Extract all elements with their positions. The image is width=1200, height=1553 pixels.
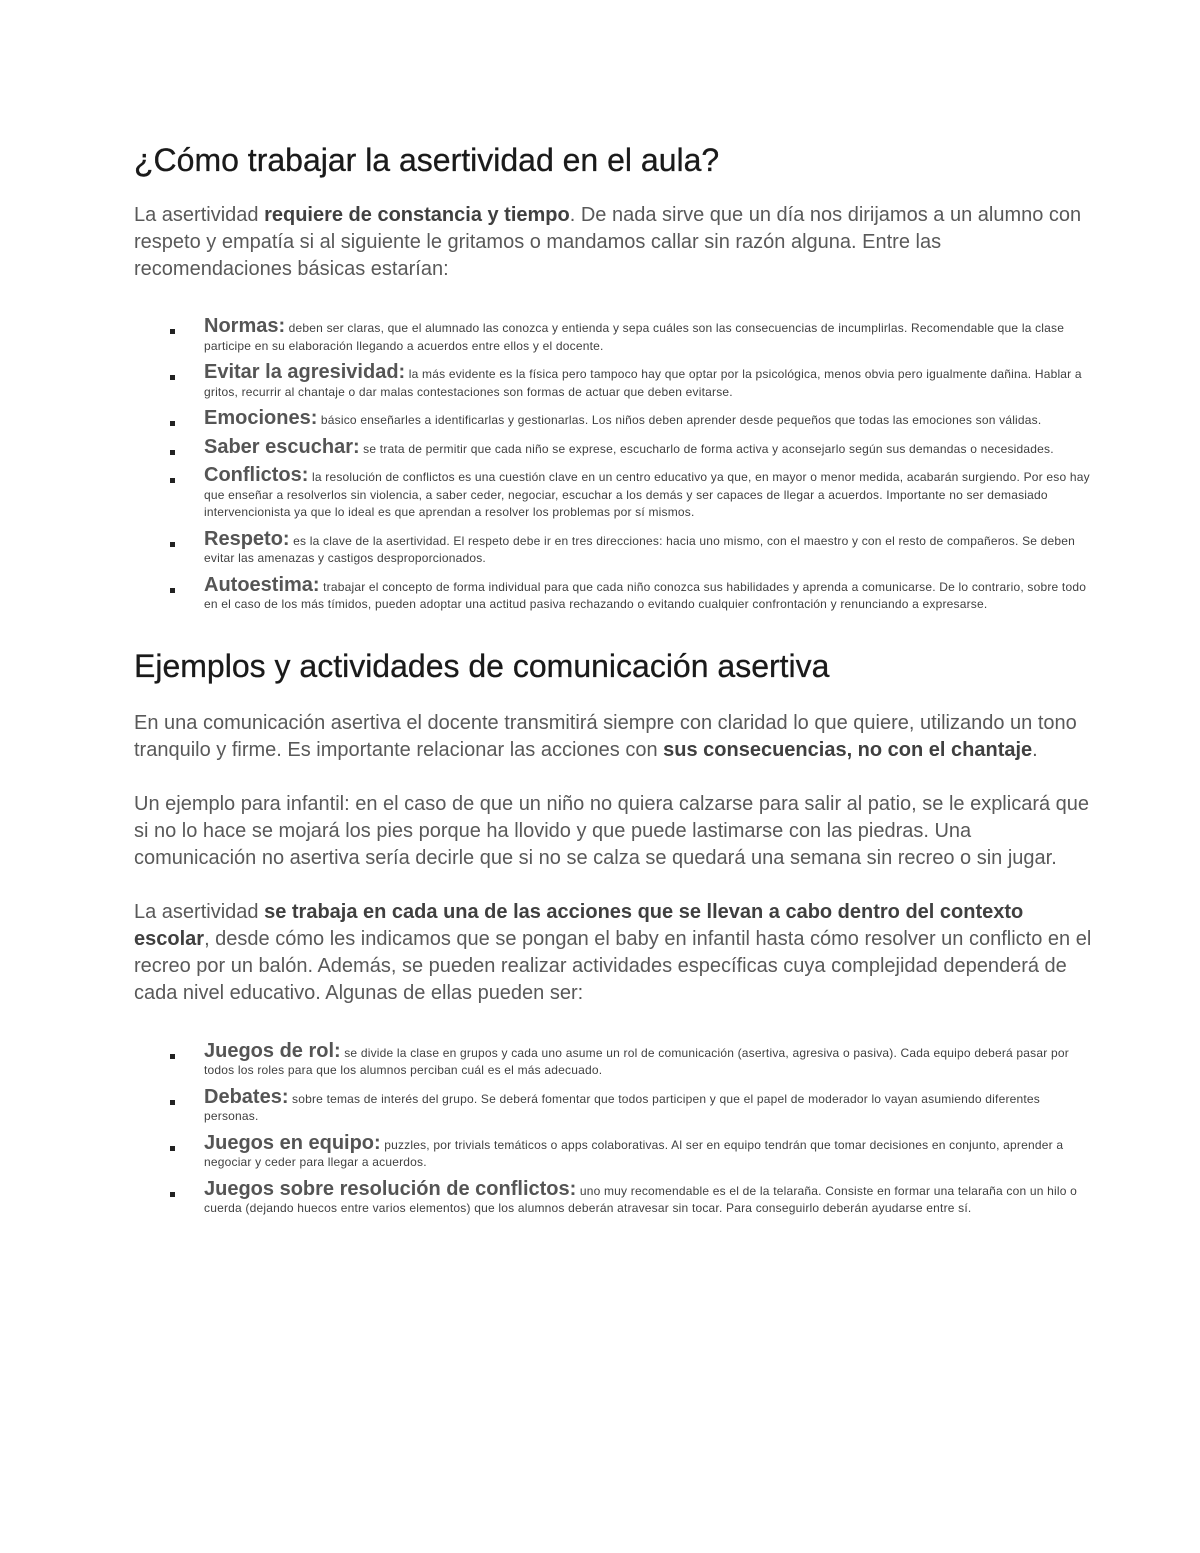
list-item: [134, 1085, 1094, 1126]
square-bullet-icon: [170, 1192, 175, 1197]
list-item-term: Saber escuchar:: [204, 435, 360, 458]
intro-bold-1: requiere de constancia y tiempo: [264, 204, 570, 226]
paragraph-infant-example: Un ejemplo para infantil: en el caso de que un niño no quiera calzarse para salir al patio, se le explicará que si no lo hace se mojará los pies porque ha llovido y que puede lastimarse con las piedras. Una comunicación no asertiva sería decirle que si no se calza se quedará una semana sin recreo o sin jugar.: [134, 792, 1090, 869]
square-bullet-icon: [170, 329, 175, 334]
paragraph-text-1: En una comunicación asertiva el docente transmitirá siempre con claridad lo que quiere, utilizando un tono tranquilo y firme. Es importante relacionar las acciones con: [134, 711, 1077, 761]
list-item: [134, 1177, 1094, 1218]
list-item-desc: la resolución de conflictos es una cuestión clave en un centro educativo ya que, en mayor o menor medida, acabarán surgiendo. Por eso hay que enseñar a resolverlos sin violencia, a saber ceder, negociar, escuchar a los demás y ser capaces de llegar a acuerdos. Importante no ser demasiado intervencionista ya que lo ideal es que aprendan a resolver los problemas por sí mismos.: [204, 470, 1090, 519]
list-item: [134, 464, 1094, 522]
square-bullet-icon: [170, 1100, 175, 1105]
list-item-desc: uno muy recomendable es el de la telaraña. Consiste en formar una telaraña con un hilo o cuerda (dejando huecos entre varios elementos) que los alumnos deberán atravesar sin tocar. Para conseguirlo deberán ayudarse entre sí.: [204, 1183, 1078, 1215]
paragraph-text-2: .: [1032, 738, 1038, 761]
square-bullet-icon: [170, 542, 175, 547]
list-item-desc: puzzles, por trivials temáticos o apps colaborativas. Al ser en equipo tendrán que tomar decisiones en conjunto, aprender a negociar y ceder para llegar a acuerdos.: [204, 1137, 1064, 1169]
list-item: [134, 527, 1094, 568]
intro-paragraph: [134, 202, 1094, 283]
list-item-term: Juegos en equipo:: [204, 1131, 381, 1154]
square-bullet-icon: [170, 375, 175, 380]
square-bullet-icon: [170, 478, 175, 483]
paragraph-text-1: La asertividad: [134, 900, 265, 923]
list-item-term: Evitar la agresividad:: [204, 361, 406, 383]
list-item-desc: la más evidente es la física pero tampoco hay que optar por la psicológica, menos obvia pero igualmente dañina. Hablar a gritos, recurrir al chantaje o dar malas contestaciones son formas de actuar que deben evitarse.: [204, 367, 1082, 399]
list-item-term: Debates:: [204, 1085, 289, 1108]
paragraph-bold-1: sus consecuencias, no con el chantaje: [663, 738, 1033, 761]
list-item-desc: es la clave de la asertividad. El respeto debe ir en tres direcciones: hacia uno mismo, con el maestro y con el resto de compañeros. Se deben evitar las amenazas y castigos desproporcionados.: [204, 533, 1076, 565]
square-bullet-icon: [170, 1146, 175, 1151]
list-item-desc: deben ser claras, que el alumnado las conozca y entienda y sepa cuáles son las consecuencias de incumplirlas. Recomendable que la clase participe en su elaboración llegando a acuerdos entre ellos y el docente.: [204, 321, 1065, 353]
recommendations-list: [134, 315, 1094, 614]
section-heading-assertiveness-classroom: ¿Cómo trabajar la asertividad en el aula?: [134, 142, 720, 178]
list-item-term: Juegos de rol:: [204, 1039, 341, 1062]
document-content: [134, 138, 1094, 1227]
list-item-desc: se divide la clase en grupos y cada uno asume un rol de comunicación (asertiva, agresiva o pasiva). Cada equipo deberá pasar por todos los roles para que los alumnos perciban cuál es el más adecuado.: [204, 1045, 1069, 1077]
list-item: [134, 1039, 1094, 1080]
list-item-desc: trabajar el concepto de forma individual para que cada niño conozca sus habilidades y aprenda a comunicarse. De lo contrario, sobre todo en el caso de los más tímidos, pueden adoptar una actitud pasiva rechazando o evitando cualquier confrontación y renunciando a expresarse.: [204, 579, 1087, 611]
square-bullet-icon: [170, 1054, 175, 1059]
square-bullet-icon: [170, 421, 175, 426]
square-bullet-icon: [170, 588, 175, 593]
list-item: [134, 435, 1094, 459]
list-item-desc: básico enseñarles a identificarlas y gestionarlas. Los niños deben aprender desde pequeños que todas las emociones son válidas.: [317, 413, 1042, 427]
list-item: [134, 573, 1094, 614]
list-item-term: Emociones:: [204, 407, 318, 429]
list-item-desc: sobre temas de interés del grupo. Se deberá fomentar que todos participen y que el papel de moderador lo vayan asumiendo diferentes personas.: [204, 1091, 1041, 1123]
square-bullet-icon: [170, 450, 175, 455]
list-item-term: Autoestima:: [204, 573, 320, 596]
list-item-desc: se trata de permitir que cada niño se exprese, escucharlo de forma activa y aconsejarlo según sus demandas o necesidades.: [359, 441, 1054, 456]
list-item-term: Normas:: [204, 315, 286, 337]
list-item: [134, 315, 1094, 355]
paragraph-bold-1: se trabaja en cada una de las acciones que se llevan a cabo dentro del contexto escolar: [134, 900, 1024, 950]
paragraph-school-context: [134, 899, 1094, 1007]
paragraph-text-2: , desde cómo les indicamos que se pongan el baby en infantil hasta cómo resolver un conflicto en el recreo por un balón. Además, se pueden realizar actividades específicas cuya complejidad dependerá de cada nivel educativo. Algunas de ellas pueden ser:: [134, 927, 1092, 1004]
list-item-term: Respeto:: [204, 527, 290, 550]
activities-list: [134, 1039, 1094, 1218]
list-item: [134, 1131, 1094, 1172]
list-item: [134, 361, 1094, 401]
list-item-term: Juegos sobre resolución de conflictos:: [204, 1177, 577, 1200]
paragraph-assertive-communication: [134, 710, 1094, 764]
list-item: [134, 407, 1094, 430]
list-item-term: Conflictos:: [204, 464, 309, 486]
section-heading-examples-activities: Ejemplos y actividades de comunicación asertiva: [134, 647, 830, 684]
intro-text-1: La asertividad: [134, 204, 265, 226]
intro-text-2: . De nada sirve que un día nos dirijamos a un alumno con respeto y empatía si al siguiente le gritamos o mandamos callar sin razón alguna. Entre las recomendaciones básicas estarían:: [134, 204, 1082, 280]
